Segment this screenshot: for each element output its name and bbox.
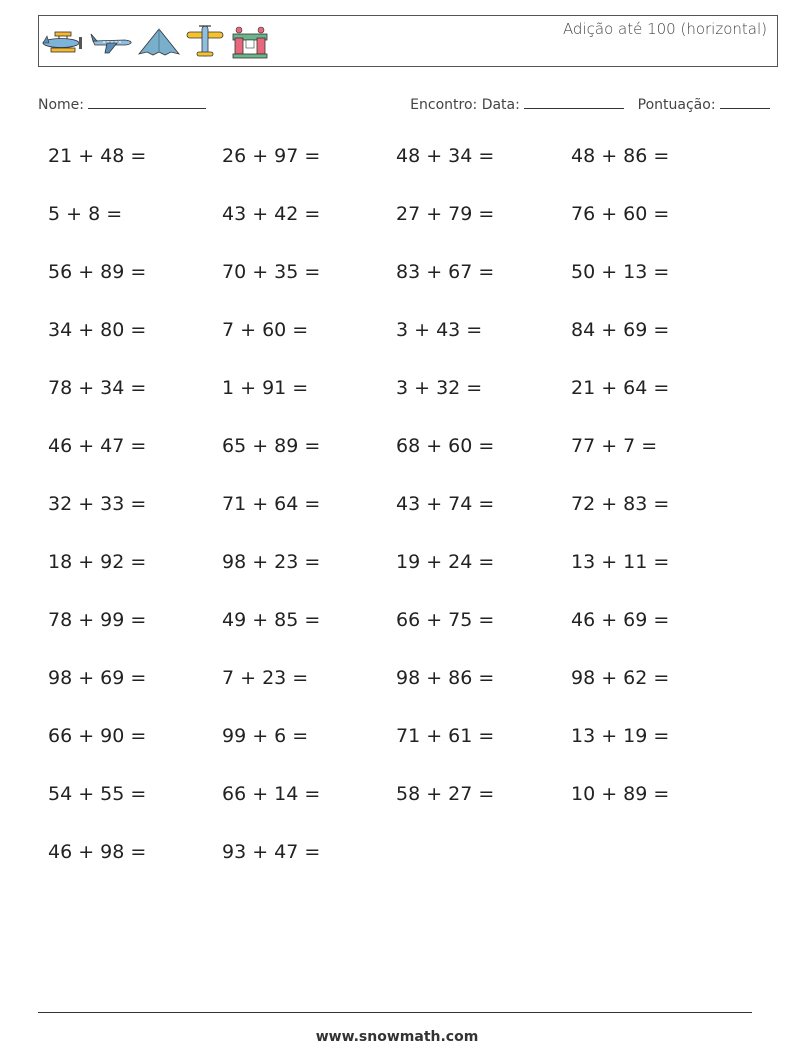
jetpack-icon bbox=[229, 24, 271, 60]
problem-item: 21 + 48 = bbox=[48, 145, 147, 167]
problem-item: 3 + 32 = bbox=[396, 377, 483, 399]
name-label: Nome: bbox=[38, 97, 85, 113]
problem-item: 84 + 69 = bbox=[571, 319, 670, 341]
problem-item: 7 + 60 = bbox=[222, 319, 309, 341]
student-info-row bbox=[38, 94, 770, 116]
problem-item: 99 + 6 = bbox=[222, 725, 309, 747]
problem-item: 34 + 80 = bbox=[48, 319, 147, 341]
problem-item: 46 + 47 = bbox=[48, 435, 147, 457]
problem-item: 56 + 89 = bbox=[48, 261, 147, 283]
problem-item: 21 + 64 = bbox=[571, 377, 670, 399]
problem-item: 93 + 47 = bbox=[222, 841, 321, 863]
biplane-icon bbox=[41, 26, 85, 58]
name-field bbox=[38, 94, 206, 113]
problem-item: 78 + 34 = bbox=[48, 377, 147, 399]
score-blank[interactable] bbox=[720, 94, 770, 109]
problem-item: 98 + 23 = bbox=[222, 551, 321, 573]
name-blank[interactable] bbox=[88, 94, 206, 109]
score-label: Pontuação: bbox=[637, 97, 716, 113]
problem-item: 5 + 8 = bbox=[48, 203, 123, 225]
problem-item: 46 + 69 = bbox=[571, 609, 670, 631]
problem-item: 13 + 19 = bbox=[571, 725, 670, 747]
meeting-label: Encontro: bbox=[410, 97, 478, 113]
header-icons bbox=[41, 21, 271, 63]
problem-item: 83 + 67 = bbox=[396, 261, 495, 283]
problem-item: 71 + 61 = bbox=[396, 725, 495, 747]
propeller-plane-icon bbox=[185, 24, 225, 60]
problem-item: 76 + 60 = bbox=[571, 203, 670, 225]
problem-item: 78 + 99 = bbox=[48, 609, 147, 631]
problem-item: 98 + 62 = bbox=[571, 667, 670, 689]
problem-item: 27 + 79 = bbox=[396, 203, 495, 225]
problem-item: 43 + 74 = bbox=[396, 493, 495, 515]
problem-item: 65 + 89 = bbox=[222, 435, 321, 457]
problem-item: 43 + 42 = bbox=[222, 203, 321, 225]
problem-item: 50 + 13 = bbox=[571, 261, 670, 283]
problem-item: 70 + 35 = bbox=[222, 261, 321, 283]
problem-item: 32 + 33 = bbox=[48, 493, 147, 515]
problem-item: 19 + 24 = bbox=[396, 551, 495, 573]
problem-item: 72 + 83 = bbox=[571, 493, 670, 515]
problem-item: 46 + 98 = bbox=[48, 841, 147, 863]
footer-divider bbox=[38, 1012, 752, 1013]
problem-item: 49 + 85 = bbox=[222, 609, 321, 631]
problem-item: 48 + 86 = bbox=[571, 145, 670, 167]
problem-item: 26 + 97 = bbox=[222, 145, 321, 167]
stealth-bomber-icon bbox=[137, 26, 181, 58]
date-blank[interactable] bbox=[524, 94, 624, 109]
meeting-score-fields bbox=[410, 94, 770, 113]
problem-item: 68 + 60 = bbox=[396, 435, 495, 457]
problem-item: 77 + 7 = bbox=[571, 435, 658, 457]
problem-item: 3 + 43 = bbox=[396, 319, 483, 341]
problem-item: 1 + 91 = bbox=[222, 377, 309, 399]
problem-item: 54 + 55 = bbox=[48, 783, 147, 805]
problem-item: 98 + 69 = bbox=[48, 667, 147, 689]
problem-item: 13 + 11 = bbox=[571, 551, 670, 573]
problem-item: 10 + 89 = bbox=[571, 783, 670, 805]
problem-item: 71 + 64 = bbox=[222, 493, 321, 515]
airliner-icon bbox=[89, 26, 133, 58]
footer-url: www.snowmath.com bbox=[315, 1029, 479, 1045]
problem-item: 58 + 27 = bbox=[396, 783, 495, 805]
date-label: Data: bbox=[481, 97, 520, 113]
worksheet-title: Adição até 100 (horizontal) bbox=[562, 20, 767, 38]
worksheet-header bbox=[38, 15, 778, 67]
problem-item: 98 + 86 = bbox=[396, 667, 495, 689]
problem-item: 66 + 90 = bbox=[48, 725, 147, 747]
problem-item: 48 + 34 = bbox=[396, 145, 495, 167]
problem-item: 66 + 75 = bbox=[396, 609, 495, 631]
problem-item: 66 + 14 = bbox=[222, 783, 321, 805]
problem-item: 18 + 92 = bbox=[48, 551, 147, 573]
problem-item: 7 + 23 = bbox=[222, 667, 309, 689]
